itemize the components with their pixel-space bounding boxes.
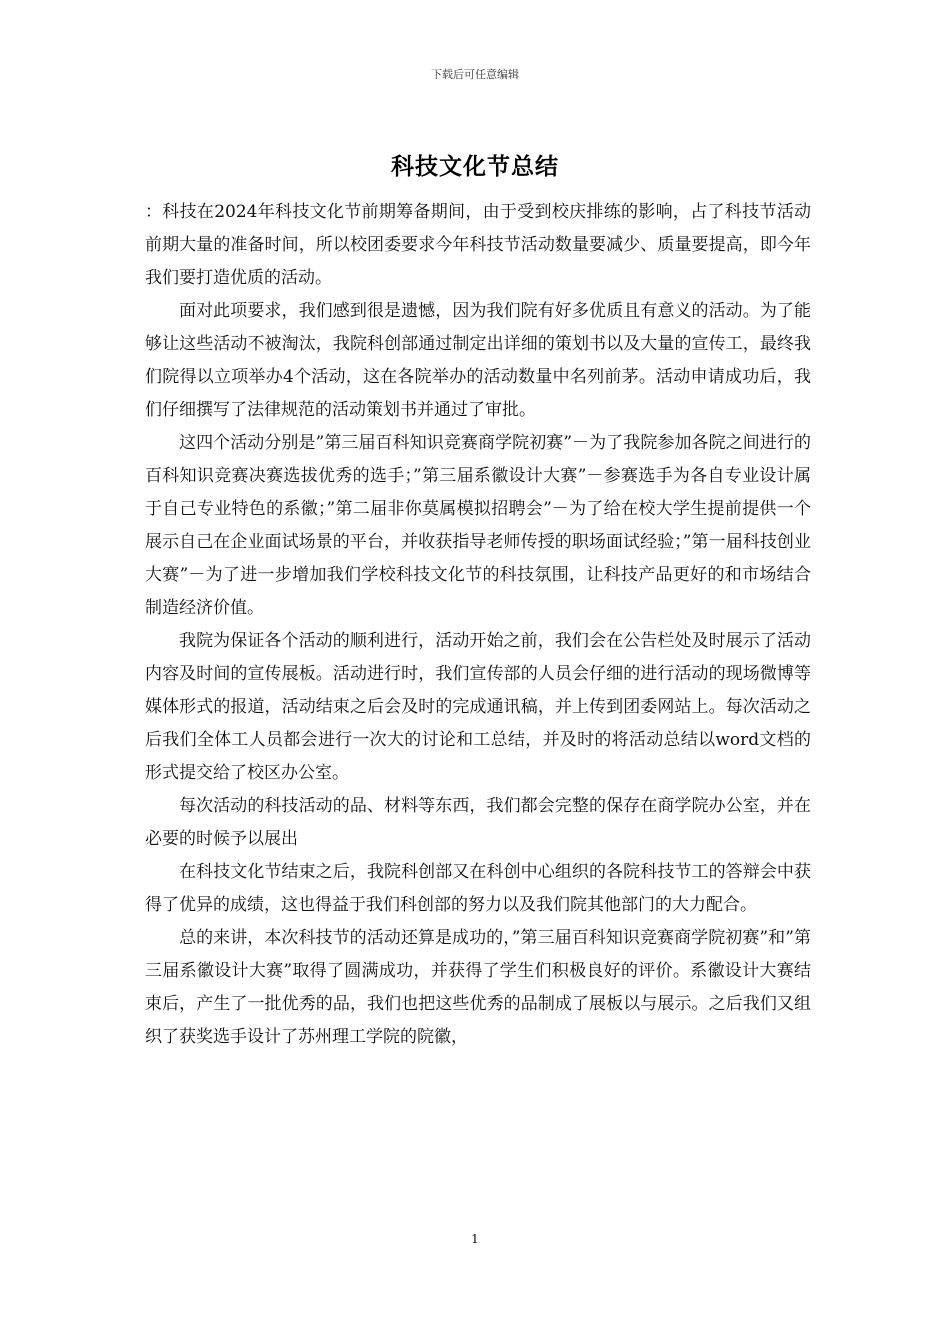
paragraph: 总的来讲，本次科技节的活动还算是成功的，”第三届百科知识竞赛商学院初赛”和”第三届系徽设计大赛”取得了圆满成功，并获得了学生们积极良好的评价。系徽设计大赛结束后，产生了一批优秀的品，我们也把这些优秀的品制成了展板以与展示。之后我们又组织了获奖选手设计了苏州理工学院的院徽， bbox=[145, 928, 811, 1047]
paragraph: 每次活动的科技活动的品、材料等东西，我们都会完整的保存在商学院办公室，并在必要的时候予以展出 bbox=[145, 796, 811, 849]
paragraph: ：科技在2024年科技文化节前期筹备期间，由于受到校庆排练的影响，占了科技节活动前期大量的准备时间，所以校团委要求今年科技节活动数量要减少、质量要提高，即今年我们要打造优质的活动。 bbox=[145, 202, 811, 288]
page-header: 下载后可任意编辑 bbox=[431, 68, 519, 81]
paragraph: 这四个活动分别是”第三届百科知识竞赛商学院初赛”－为了我院参加各院之间进行的百科知识竞赛决赛选拔优秀的选手；”第三届系徽设计大赛”－参赛选手为各自专业设计属于自己专业特色的系徽；”第二届非你莫属模拟招聘会”－为了给在校大学生提前提供一个展示自己在企业面试场景的平台，并收获指导老师传授的职场面试经验；”第一届科技创业大赛”－为了进一步增加我们学校科技文化节的科技氛围，让科技产品更好的和市场结合制造经济价值。 bbox=[145, 433, 811, 618]
page-number: 1 bbox=[471, 1232, 479, 1246]
document-title: 科技文化节总结 bbox=[391, 154, 559, 180]
paragraph: 在科技文化节结束之后，我院科创部又在科创中心组织的各院科技节工的答辩会中获得了优异的成绩，这也得益于我们科创部的努力以及我们院其他部门的大力配合。 bbox=[145, 862, 811, 915]
document-body bbox=[145, 196, 811, 1054]
paragraph: 面对此项要求，我们感到很是遗憾，因为我们院有好多优质且有意义的活动。为了能够让这些活动不被淘汰，我院科创部通过制定出详细的策划书以及大量的宣传工，最终我们院得以立项举办4个活动，这在各院举办的活动数量中名列前茅。活动申请成功后，我们仔细撰写了法律规范的活动策划书并通过了审批。 bbox=[145, 301, 811, 420]
paragraph: 我院为保证各个活动的顺利进行，活动开始之前，我们会在公告栏处及时展示了活动内容及时间的宣传展板。活动进行时，我们宣传部的人员会仔细的进行活动的现场微博等媒体形式的报道，活动结束之后会及时的完成通讯稿，并上传到团委网站上。每次活动之后我们全体工人员都会进行一次大的讨论和工总结，并及时的将活动总结以word文档的形式提交给了校区办公室。 bbox=[145, 631, 811, 783]
